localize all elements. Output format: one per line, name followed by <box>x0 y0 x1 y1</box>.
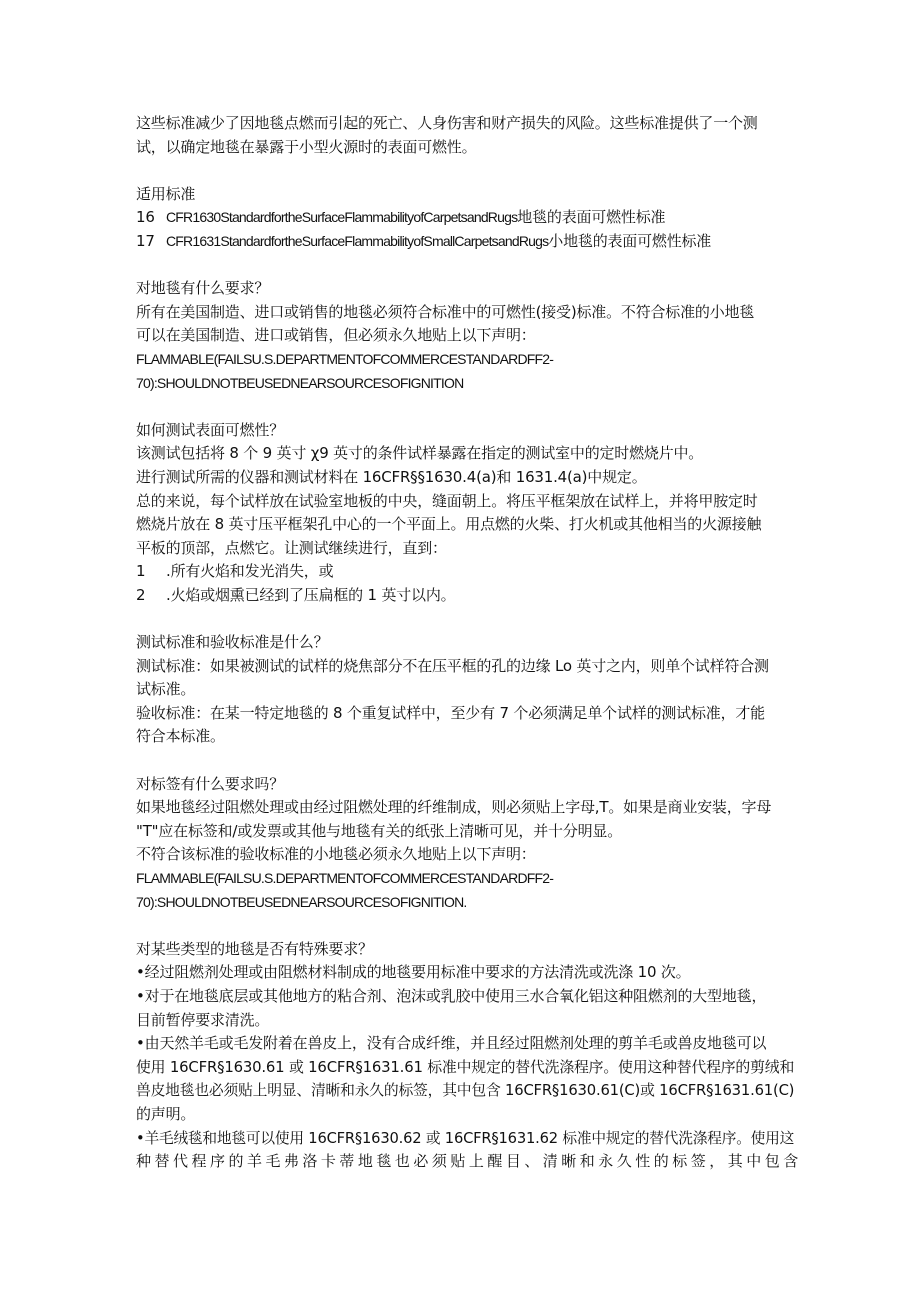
standard-item <box>136 206 798 230</box>
paragraph-line: 该测试包括将 8 个 9 英寸 χ9 英寸的条件试样暴露在指定的测试室中的定时燃烧片中。 <box>136 444 704 463</box>
paragraph-line: 测试标准：如果被测试的试样的烧焦部分不在压平框的孔的边缘 Lo 英寸之内，则单个试样符合测 <box>136 656 769 675</box>
bullet-line: •对于在地毯底层或其他地方的粘合剂、泡沫或乳胶中使用三水合氧化铝这种阻燃剂的大型地毯， <box>136 986 767 1005</box>
bullet-line: •经过阻燃剂处理或由阻燃材料制成的地毯要用标准中要求的方法清洗或洗涤 10 次。 <box>136 963 691 982</box>
section-heading: 对标签有什么要求吗？ <box>136 774 285 793</box>
bullet-line: 的声明。 <box>136 1104 196 1123</box>
standard-item <box>136 230 798 254</box>
paragraph-line: 不符合该标准的验收标准的小地毯必须永久地贴上以下声明： <box>136 845 536 864</box>
list-item <box>136 584 798 608</box>
list-number: 2 <box>136 585 146 604</box>
warning-line: 70):SHOULDNOTBEUSEDNEARSOURCESOFIGNITION <box>136 374 464 391</box>
bullet-line: •由天然羊毛或毛发附着在兽皮上，没有合成纤维，并且经过阻燃剂处理的剪羊毛或兽皮地毯可以 <box>136 1034 767 1053</box>
paragraph-line: 总的来说，每个试样放在试验室地板的中央，缝面朝上。将压平框架放在试样上，并将甲胺定时 <box>136 491 758 510</box>
paragraph-line: 如果地毯经过阻燃处理或由经过阻燃处理的纤维制成，则必须贴上字母,T。如果是商业安装，字母 <box>136 798 772 817</box>
section-heading: 适用标准 <box>136 184 196 203</box>
paragraph-line: 符合本标准。 <box>136 727 225 746</box>
paragraph-line: 燃烧片放在 8 英寸压平框架孔中心的一个平面上。用点燃的火柴、打火机或其他相当的火源接触 <box>136 515 762 534</box>
intro-line: 这些标准减少了因地毯点燃而引起的死亡、人身伤害和财产损失的风险。这些标准提供了一个测 <box>136 114 758 132</box>
list-item <box>136 560 798 584</box>
bullet-line: 使用 16CFR§1630.61 或 16CFR§1631.61 标准中规定的替代洗涤程序。使用这种替代程序的剪绒和 <box>136 1057 795 1076</box>
paragraph-line: 进行测试所需的仪器和测试材料在 16CFR§§1630.4(a)和 1631.4(a)中规定。 <box>136 467 647 486</box>
section-heading: 对某些类型的地毯是否有特殊要求？ <box>136 939 373 958</box>
paragraph-line: 试标准。 <box>136 680 196 699</box>
bullet-line: 种替代程序的羊毛弗洛卡蒂地毯也必须贴上醒目、清晰和永久性的标签，其中包含 <box>136 1152 798 1171</box>
list-number: 1 <box>136 562 146 581</box>
warning-line: FLAMMABLE(FAILSU.S.DEPARTMENTOFCOMMERCESTANDARDFF2- <box>136 350 554 367</box>
standard-title: 小地毯的表面可燃性标准 <box>548 231 712 250</box>
paragraph-line: 平板的顶部，点燃它。让测试继续进行，直到： <box>136 538 447 557</box>
paragraph-line: 可以在美国制造、进口或销售，但必须永久地贴上以下声明： <box>136 326 536 345</box>
section-heading: 如何测试表面可燃性？ <box>136 420 285 439</box>
standard-number: 16 <box>136 208 155 227</box>
intro-line: 试，以确定地毯在暴露于小型火源时的表面可燃性。 <box>136 137 477 156</box>
list-text: .火焰或烟熏已经到了压扁框的 1 英寸以内。 <box>166 585 456 604</box>
standard-number: 17 <box>136 231 155 250</box>
standard-code: CFR1631StandardfortheSurfaceFlammabilityofSmallCarpetsandRugs <box>166 232 549 249</box>
bullet-line: •羊毛绒毯和地毯可以使用 16CFR§1630.62 或 16CFR§1631.62 标准中规定的替代洗涤程序。使用这 <box>136 1129 795 1147</box>
bullet-line: 目前暂停要求清洗。 <box>136 1010 270 1029</box>
standard-title: 地毯的表面可燃性标准 <box>517 208 666 227</box>
standard-code: CFR1630StandardfortheSurfaceFlammabilityofCarpetsandRugs <box>166 209 518 226</box>
bullet-line: 兽皮地毯也必须贴上明显、清晰和永久的标签，其中包含 16CFR§1630.61(C)或 16CFR§1631.61(C) <box>136 1082 795 1100</box>
section-heading: 对地毯有什么要求？ <box>136 279 270 298</box>
section-heading: 测试标准和验收标准是什么？ <box>136 633 329 652</box>
warning-line: 70):SHOULDNOTBEUSEDNEARSOURCESOFIGNITION. <box>136 893 467 910</box>
paragraph-line: 验收标准：在某一特定地毯的 8 个重复试样中，至少有 7 个必须满足单个试样的测试标准，才能 <box>136 703 765 722</box>
paragraph-line: 所有在美国制造、进口或销售的地毯必须符合标准中的可燃性(接受)标准。不符合标准的小地毯 <box>136 302 755 321</box>
document-body <box>136 112 798 1174</box>
list-text: .所有火焰和发光消失，或 <box>166 562 334 581</box>
paragraph-line: "T"应在标签和/或发票或其他与地毯有关的纸张上清晰可见，并十分明显。 <box>136 821 623 840</box>
warning-line: FLAMMABLE(FAILSU.S.DEPARTMENTOFCOMMERCESTANDARDFF2- <box>136 870 554 886</box>
